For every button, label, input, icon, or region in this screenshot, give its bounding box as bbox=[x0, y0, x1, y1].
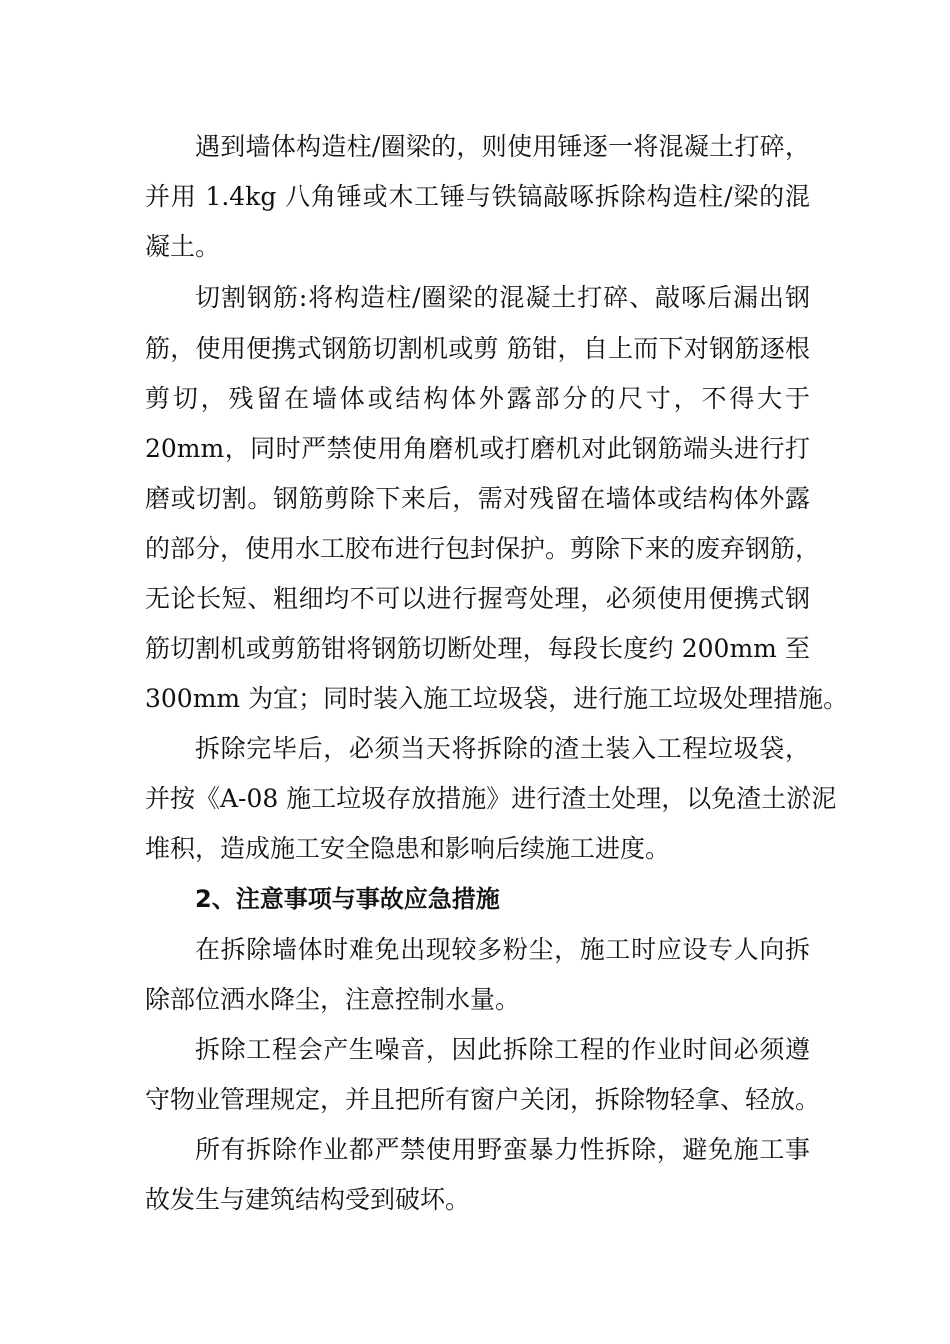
paragraph-3-line-3: 堆积，造成施工安全隐患和影响后续施工进度。 bbox=[145, 834, 671, 863]
paragraph-2-line-7: 无论长短、粗细均不可以进行握弯处理，必须使用便携式钢 bbox=[145, 584, 810, 613]
paragraph-1-line-2: 并用 1.4kg 八角锤或木工锤与铁镐敲啄拆除构造柱/梁的混 bbox=[145, 182, 810, 211]
paragraph-2-line-3: 剪切，残留在墙体或结构体外露部分的尺寸，不得大于 bbox=[145, 384, 810, 413]
paragraph-2-line-8: 筋切割机或剪筋钳将钢筋切断处理，每段长度约 200mm 至 bbox=[145, 634, 810, 663]
paragraph-2-line-2: 筋，使用便携式钢筋切割机或剪 筋钳，自上而下对钢筋逐根 bbox=[145, 334, 810, 363]
paragraph-3-line-2: 并按《A-08 施工垃圾存放措施》进行渣土处理，以免渣土淤泥 bbox=[145, 784, 837, 813]
paragraph-1-line-1: 遇到墙体构造柱/圈梁的，则使用锤逐一将混凝土打碎， bbox=[195, 132, 810, 161]
paragraph-4-line-2: 除部位洒水降尘，注意控制水量。 bbox=[145, 985, 521, 1014]
paragraph-6-line-2: 故发生与建筑结构受到破坏。 bbox=[145, 1185, 471, 1214]
paragraph-1-line-3: 凝土。 bbox=[145, 232, 221, 261]
paragraph-2-line-5: 磨或切割。钢筋剪除下来后，需对残留在墙体或结构体外露 bbox=[145, 484, 810, 513]
paragraph-5-line-1: 拆除工程会产生噪音，因此拆除工程的作业时间必须遵 bbox=[195, 1035, 810, 1064]
paragraph-6-line-1: 所有拆除作业都严禁使用野蛮暴力性拆除，避免施工事 bbox=[195, 1135, 810, 1164]
paragraph-2-line-9: 300mm 为宜；同时装入施工垃圾袋，进行施工垃圾处理措施。 bbox=[145, 684, 849, 713]
paragraph-2-line-4: 20mm，同时严禁使用角磨机或打磨机对此钢筋端头进行打 bbox=[145, 434, 810, 463]
paragraph-5-line-2: 守物业管理规定，并且把所有窗户关闭，拆除物轻拿、轻放。 bbox=[145, 1085, 821, 1114]
paragraph-3-line-1: 拆除完毕后，必须当天将拆除的渣土装入工程垃圾袋， bbox=[195, 734, 810, 763]
paragraph-2-line-6: 的部分，使用水工胶布进行包封保护。剪除下来的废弃钢筋， bbox=[145, 534, 821, 563]
paragraph-2-line-1: 切割钢筋:将构造柱/圈梁的混凝土打碎、敲啄后漏出钢 bbox=[195, 283, 810, 312]
section-heading: 2、注意事项与事故应急措施 bbox=[195, 885, 500, 913]
paragraph-4-line-1: 在拆除墙体时难免出现较多粉尘，施工时应设专人向拆 bbox=[195, 935, 810, 964]
